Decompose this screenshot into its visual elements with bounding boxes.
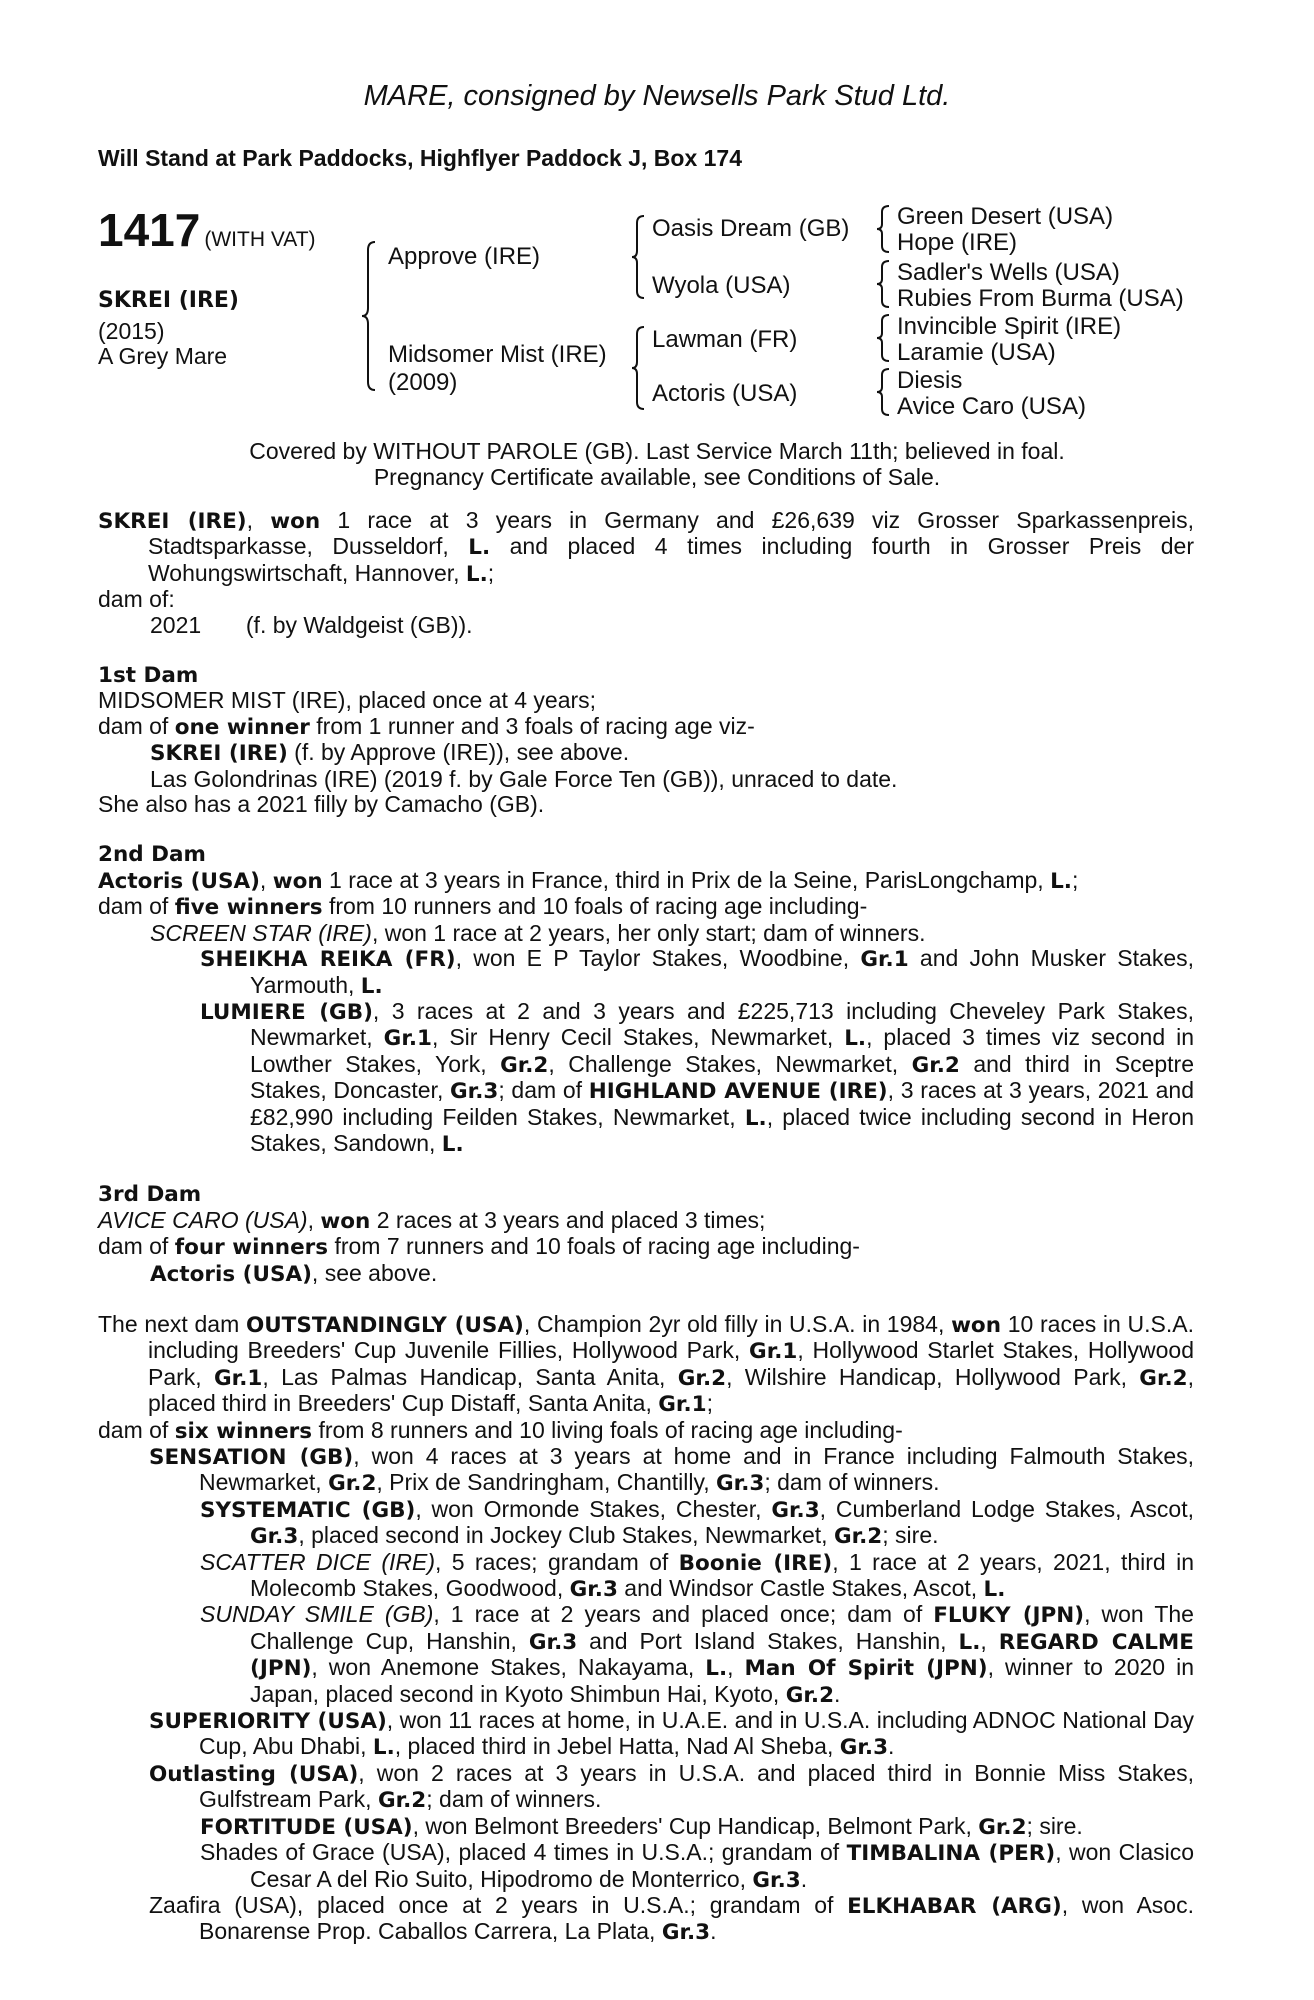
pedigree-brace-main: [360, 240, 380, 392]
shades-of-grace: Shades of Grace (USA), placed 4 times in U.S.A.; grandam of TIMBALINA (PER), won Clasico Cesar A del Rio Suito, Hipodromo de Monterrico, Gr.3.: [200, 1839, 1195, 1893]
screen-star: SCREEN STAR (IRE), won 1 race at 2 years, her only start; dam of winners.: [150, 919, 926, 946]
fortitude: FORTITUDE (USA), won Belmont Breeders' Cup Handicap, Belmont Park, Gr.2; sire.: [200, 1812, 1083, 1840]
pedigree-dam-dam: Actoris (USA): [652, 380, 798, 407]
pedigree-brace-sire: [630, 214, 648, 300]
pedigree-sire: Approve (IRE): [388, 243, 541, 270]
pedigree-brace-1: [875, 204, 893, 254]
produce-2021: 2021 (f. by Waldgeist (GB)).: [150, 611, 473, 638]
pedigree-dam-sire: Lawman (FR): [652, 326, 798, 353]
pedigree-sire-dam: Wyola (USA): [652, 272, 791, 299]
pedigree-brace-2: [875, 259, 893, 309]
second-dam-produce: dam of five winners from 10 runners and 10 foals of racing age including-: [98, 893, 868, 921]
pedigree-sdd: Rubies From Burma (USA): [897, 285, 1184, 312]
pedigree-dss: Invincible Spirit (IRE): [897, 313, 1122, 340]
outlasting: Outlasting (USA), won 2 races at 3 years in U.S.A. and placed third in Bonnie Miss Stakes, Gulfstream Park, Gr.2; dam of winners.: [149, 1759, 1194, 1814]
first-dam-produce: dam of one winner from 1 runner and 3 foals of racing age viz-: [98, 712, 755, 740]
lot-number-value: 1417: [98, 204, 201, 256]
pedigree-dam-year: (2009): [388, 369, 458, 396]
pedigree-sss: Green Desert (USA): [897, 203, 1114, 230]
lumiere: LUMIERE (GB), 3 races at 2 and 3 years and £225,713 including Cheveley Park Stakes, Newmarket, Gr.1, Sir Henry Cecil Stakes, Newmarket, L., placed 3 times viz second in Lowther Stakes, York, Gr.2, Challenge Stakes, Newmarket, Gr.2 and third in Sceptre Stakes, Doncaster, Gr.3; dam of HIGHLAND AVENUE (IRE), 3 races at 3 years, 2021 and £82,990 including Feilden Stakes, Newmarket, L., placed twice including second in Heron Stakes, Sandown, L.: [200, 997, 1195, 1157]
next-dam-produce: dam of six winners from 8 runners and 10 living foals of racing age including-: [98, 1416, 903, 1444]
covered-line-1: Covered by WITHOUT PAROLE (GB). Last Service March 11th; believed in foal.: [249, 438, 1065, 464]
pedigree-ddd: Avice Caro (USA): [897, 393, 1086, 420]
sensation: SENSATION (GB), won 4 races at 3 years at home and in France including Falmouth Stakes, Newmarket, Gr.2, Prix de Sandringham, Chantilly, Gr.3; dam of winners.: [149, 1443, 1194, 1497]
zaafira: Zaafira (USA), placed once at 2 years in U.S.A.; grandam of ELKHABAR (ARG), won Asoc. Bonarense Prop. Caballos Carrera, La Plata, Gr.3.: [149, 1891, 1194, 1946]
third-dam-record: AVICE CARO (USA), won 2 races at 3 years and placed 3 times;: [98, 1206, 766, 1234]
pedigree-brace-4: [875, 367, 893, 417]
pedigree-dds: Diesis: [897, 367, 963, 394]
horse-record: SKREI (IRE), won 1 race at 3 years in Germany and £26,639 viz Grosser Sparkassenpreis, Stadtsparkasse, Dusseldorf, L. and placed 4 times including fourth in Grosser Preis der Wohungswirtschaft, Hannover, L.;: [98, 507, 1195, 587]
pedigree-brace-3: [875, 313, 893, 363]
covered-line-2: Pregnancy Certificate available, see Conditions of Sale.: [373, 464, 941, 490]
first-dam-foal-1: SKREI (IRE) (f. by Approve (IRE)), see above.: [150, 739, 630, 767]
horse-name: SKREI (IRE): [98, 288, 239, 313]
covered-note: [0, 438, 1314, 490]
stand-location: Will Stand at Park Paddocks, Highflyer Paddock J, Box 174: [98, 145, 742, 171]
pedigree-dsd: Laramie (USA): [897, 339, 1056, 366]
first-dam-heading: 1st Dam: [98, 663, 199, 689]
superiority: SUPERIORITY (USA), won 11 races at home, in U.A.E. and in U.S.A. including ADNOC National Day Cup, Abu Dhabi, L., placed third in Jebel Hatta, Nad Al Sheba, Gr.3.: [149, 1707, 1194, 1761]
pedigree-brace-dam: [630, 325, 648, 411]
consignment-header: MARE, consigned by Newsells Park Stud Ltd.: [363, 80, 951, 112]
first-dam-record: MIDSOMER MIST (IRE), placed once at 4 years;: [98, 687, 597, 714]
lot-number: [98, 203, 316, 257]
pedigree-sds: Sadler's Wells (USA): [897, 259, 1120, 286]
next-dam-record: The next dam OUTSTANDINGLY (USA), Champion 2yr old filly in U.S.A. in 1984, won 10 races in U.S.A. including Breeders' Cup Juvenile Fillies, Hollywood Park, Gr.1, Hollywood Starlet Stakes, Hollywood Park, Gr.1, Las Palmas Handicap, Santa Anita, Gr.2, Wilshire Handicap, Hollywood Park, Gr.2, placed third in Breeders' Cup Distaff, Santa Anita, Gr.1;: [98, 1310, 1194, 1418]
pedigree-sire-sire: Oasis Dream (GB): [652, 215, 850, 242]
sheikha-reika: SHEIKHA REIKA (FR), won E P Taylor Stakes, Woodbine, Gr.1 and John Musker Stakes, Yarmouth, L.: [200, 945, 1194, 999]
third-dam-heading: 3rd Dam: [98, 1182, 202, 1208]
scatter-dice: SCATTER DICE (IRE), 5 races; grandam of Boonie (IRE), 1 race at 2 years, 2021, third in Molecomb Stakes, Goodwood, Gr.3 and Windsor Castle Stakes, Ascot, L.: [200, 1548, 1194, 1603]
catalogue-body: [98, 508, 1194, 1946]
vat-label: (WITH VAT): [204, 228, 316, 251]
first-dam-foal-2: Las Golondrinas (IRE) (2019 f. by Gale Force Ten (GB)), unraced to date.: [150, 765, 898, 792]
second-dam-heading: 2nd Dam: [98, 842, 206, 868]
third-dam-produce: dam of four winners from 7 runners and 10 foals of racing age including-: [98, 1233, 860, 1261]
systematic: SYSTEMATIC (GB), won Ormonde Stakes, Chester, Gr.3, Cumberland Lodge Stakes, Ascot, Gr.3, placed second in Jockey Club Stakes, Newmarket, Gr.2; sire.: [200, 1495, 1194, 1550]
first-dam-foal-3: She also has a 2021 filly by Camacho (GB).: [98, 791, 545, 818]
horse-year: (2015): [98, 318, 165, 344]
second-dam-record: Actoris (USA), won 1 race at 3 years in France, third in Prix de la Seine, ParisLongchamp, L.;: [98, 866, 1079, 894]
third-dam-actoris: Actoris (USA), see above.: [150, 1259, 438, 1287]
dam-of-label: dam of:: [98, 586, 175, 613]
pedigree-dam: Midsomer Mist (IRE): [388, 341, 607, 368]
pedigree-ssd: Hope (IRE): [897, 229, 1018, 256]
sunday-smile: SUNDAY SMILE (GB), 1 race at 2 years and placed once; dam of FLUKY (JPN), won The Challenge Cup, Hanshin, Gr.3 and Port Island Stakes, Hanshin, L., REGARD CALME (JPN), won Anemone Stakes, Nakayama, L., Man Of Spirit (JPN), winner to 2020 in Japan, placed second in Kyoto Shimbun Hai, Kyoto, Gr.2.: [200, 1601, 1194, 1708]
horse-description: A Grey Mare: [98, 343, 228, 369]
